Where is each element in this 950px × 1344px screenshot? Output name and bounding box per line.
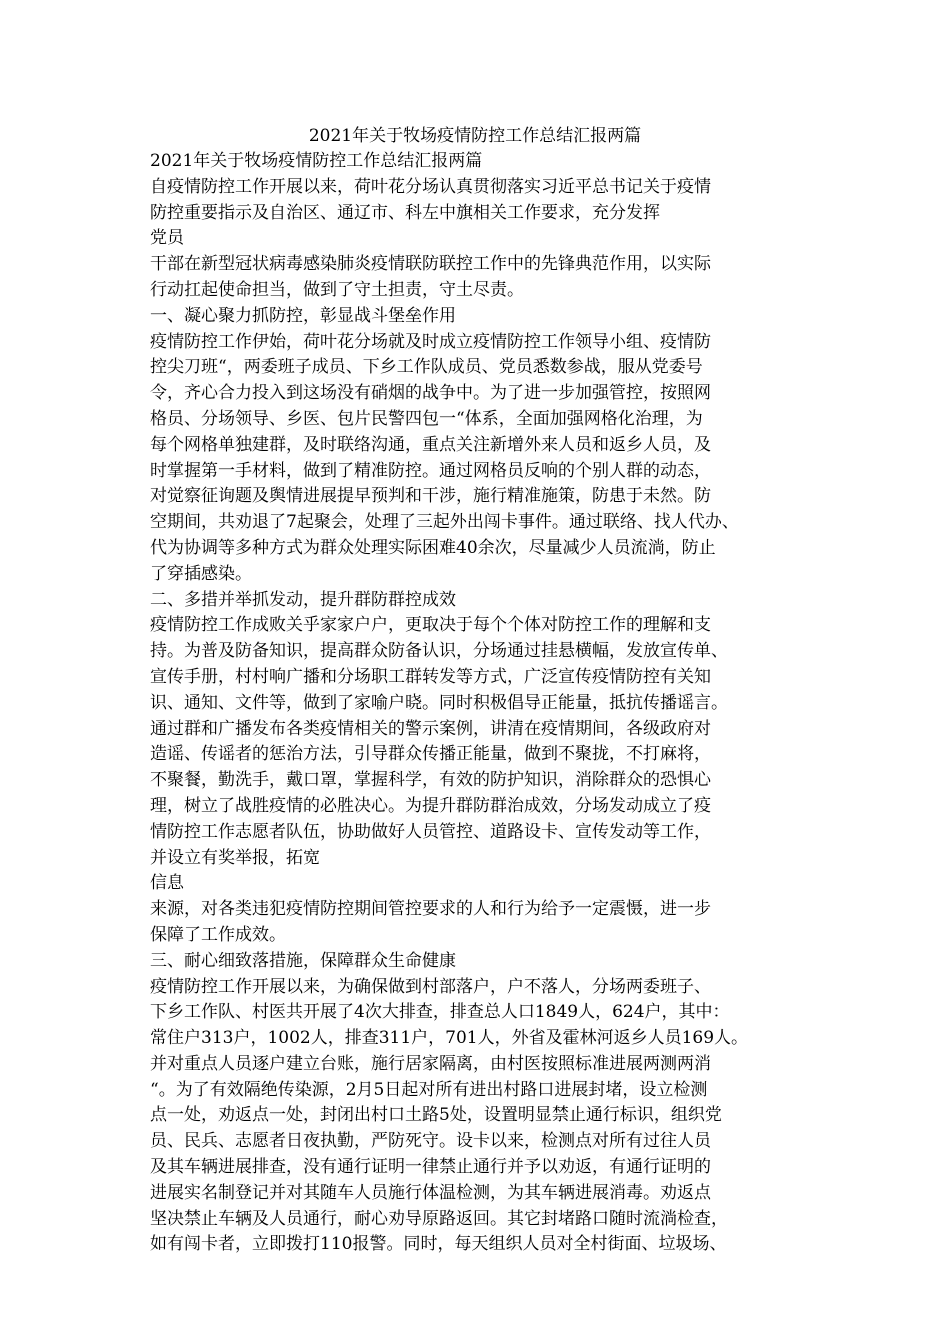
body-line: 并对重点人员逐户建立台账，施行居家隔离，由村医按照标准进展两测两消 [150, 1053, 711, 1074]
body-line: 党员 [150, 228, 184, 249]
body-line: 理，树立了战胜疫情的必胜决心。为提升群防群治成效，分场发动成立了疫 [150, 795, 711, 816]
body-line: 及其车辆进展排查，没有通行证明一律禁止通行并予以劝返，有通行证明的 [150, 1157, 711, 1178]
document-title: 2021年关于牧场疫情防控工作总结汇报两篇 [308, 126, 642, 146]
body-line: “。为了有效隔绝传染源，2月5日起对所有进出村路口进展封堵，设立检测 [150, 1079, 708, 1100]
body-line: 来源，对各类违犯疫情防控期间管控要求的人和行为给予一定震慑，进一步 [150, 899, 711, 920]
body-line: 信息 [150, 873, 184, 894]
body-line: 控尖刀班“，两委班子成员、下乡工作队成员、党员悉数参战，服从党委号 [150, 357, 703, 378]
body-line: 每个网格单独建群，及时联络沟通，重点关注新增外来人员和返乡人员，及 [150, 434, 711, 455]
body-line: 干部在新型冠状病毒感染肺炎疫情联防联控工作中的先锋典范作用，以实际 [150, 254, 711, 275]
body-line: 情防控工作志愿者队伍，协助做好人员管控、道路设卡、宣传发动等工作， [150, 821, 711, 842]
body-line: 三、耐心细致落措施，保障群众生命健康 [150, 950, 456, 971]
body-line: 行动扛起使命担当，做到了守土担责，守土尽责。 [150, 279, 524, 300]
body-line: 并设立有奖举报，拓宽 [150, 847, 320, 868]
body-line: 令，齐心合力投入到这场没有硝烟的战争中。为了进一步加强管控，按照网 [150, 383, 711, 404]
body-line: 一、凝心聚力抓防控，彰显战斗堡垒作用 [150, 305, 456, 326]
body-line: 员、民兵、志愿者日夜执勤，严防死守。设卡以来，检测点对所有过往人员 [150, 1131, 711, 1152]
body-line: 代为协调等多种方式为群众处理实际困难40余次，尽量减少人员流淌，防止 [150, 537, 716, 558]
body-line: 持。为普及防备知识，提高群众防备认识，分场通过挂悬横幅，发放宣传单、 [150, 641, 728, 662]
body-line: 点一处，劝返点一处，封闭出村口土路5处，设置明显禁止通行标识，组织党 [150, 1105, 722, 1126]
body-line: 通过群和广播发布各类疫情相关的警示案例，讲清在疫情期间，各级政府对 [150, 718, 711, 739]
body-line: 识、通知、文件等，做到了家喻户晓。同时积极倡导正能量，抵抗传播谣言。 [150, 692, 728, 713]
body-line: 空期间，共劝退了7起聚会，处理了三起外出闯卡事件。通过联络、找人代办、 [150, 512, 739, 533]
body-line: 二、多措并举抓发动，提升群防群控成效 [150, 589, 456, 610]
body-line: 疫情防控工作开展以来，为确保做到村部落户，户不落人，分场两委班子、 [150, 976, 711, 997]
body-line: 疫情防控工作成败关乎家家户户，更取决于每个个体对防控工作的理解和支 [150, 615, 711, 636]
body-line: 时掌握第一手材料，做到了精准防控。通过网格员反响的个别人群的动态， [150, 460, 711, 481]
document-subtitle: 2021年关于牧场疫情防控工作总结汇报两篇 [150, 151, 483, 171]
body-line: 防控重要指示及自治区、通辽市、科左中旗相关工作要求，充分发挥 [150, 202, 660, 223]
body-line: 了穿插感染。 [150, 563, 252, 584]
body-line: 如有闯卡者，立即拨打110报警。同时，每天组织人员对全村街面、垃圾场、 [150, 1234, 727, 1255]
body-line: 造谣、传谣者的惩治方法，引导群众传播正能量，做到不聚拢，不打麻将， [150, 744, 711, 765]
body-line: 对觉察征询题及舆情进展提早预判和干涉，施行精准施策，防患于未然。防 [150, 486, 711, 507]
body-line: 格员、分场领导、乡医、包片民警四包一“体系，全面加强网格化治理，为 [150, 408, 703, 429]
body-line: 常住户313户，1002人，排查311户，701人，外省及霍林河返乡人员169人。 [150, 1028, 749, 1049]
body-line: 下乡工作队、村医共开展了4次大排查，排查总人口1849人，624户，其中： [150, 1002, 730, 1023]
body-line: 疫情防控工作伊始，荷叶花分场就及时成立疫情防控工作领导小组、疫情防 [150, 331, 711, 352]
document-body [150, 149, 850, 1258]
body-line: 不聚餐，勤洗手，戴口罩，掌握科学，有效的防护知识，消除群众的恐惧心 [150, 770, 711, 791]
body-line: 宣传手册，村村响广播和分场职工群转发等方式，广泛宣传疫情防控有关知 [150, 666, 711, 687]
body-line: 坚决禁止车辆及人员通行，耐心劝导原路返回。其它封堵路口随时流淌检查， [150, 1208, 728, 1229]
body-line: 保障了工作成效。 [150, 924, 286, 945]
body-line: 进展实名制登记并对其随车人员施行体温检测，为其车辆进展消毒。劝返点 [150, 1182, 711, 1203]
body-line: 自疫情防控工作开展以来，荷叶花分场认真贯彻落实习近平总书记关于疫情 [150, 176, 711, 197]
